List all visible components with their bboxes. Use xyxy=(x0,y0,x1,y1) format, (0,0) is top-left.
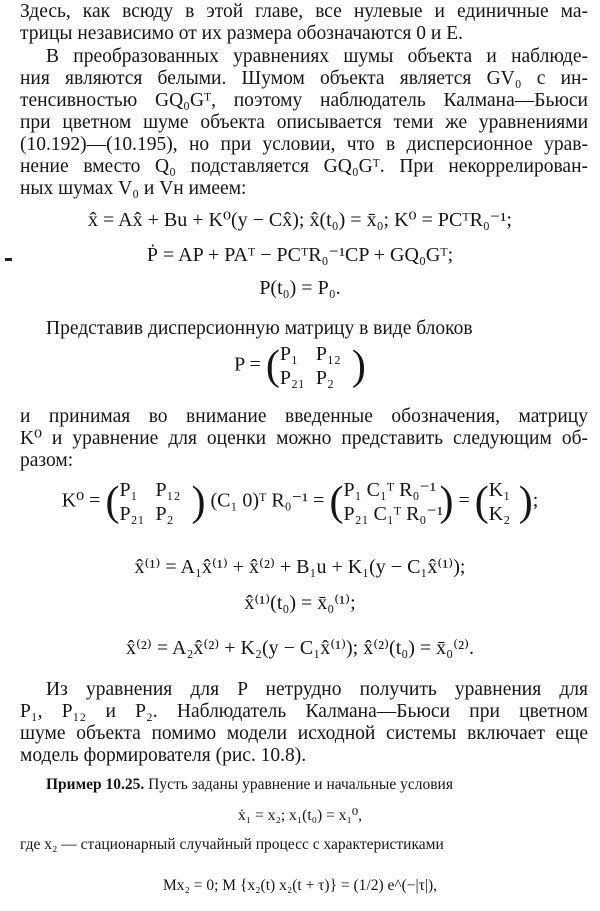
text-line: и принимая во внимание введенные обозначения, матрицу xyxy=(20,406,588,427)
matrix-body xyxy=(489,478,519,526)
matrix-lhs: P = xyxy=(234,353,261,376)
gain-tail: ; xyxy=(532,489,539,512)
text-line: ния являются белыми. Шумом объекта является GV₀ с ин- xyxy=(20,68,588,89)
matrix-cell: P₂₁ xyxy=(119,503,145,525)
matrix-cell: P₂₁ xyxy=(279,367,305,389)
text-line: P₁, P₁₂ и P₂. Наблюдатель Калмана—Бьюси при цветном xyxy=(20,701,588,722)
equation-observer: x̂ = Ax̂ + Bu + K⁰(y − Cx̂); x̂(t₀) = x̄₀; K⁰ = PCᵀR₀⁻¹; xyxy=(87,209,512,231)
left-paren: ( xyxy=(474,479,489,525)
right-paren: ) xyxy=(351,343,366,389)
matrix-body xyxy=(119,478,191,526)
equation-riccati: Ṗ = AP + PAᵀ − PCᵀR₀⁻¹CP + GQ₀Gᵀ; xyxy=(146,244,454,266)
equation-estimate-2: x̂⁽²⁾ = A₂x̂⁽²⁾ + K₂(y − C₁x̂⁽¹⁾); x̂⁽²⁾(t₀) = x̄₀⁽²⁾. xyxy=(126,637,474,659)
matrix-cell: K₂ xyxy=(488,503,511,525)
text-line: тенсивностью GQ₀Gᵀ, поэтому наблюдатель Калмана—Бьюси xyxy=(20,90,588,111)
text-line: Из уравнения для P нетрудно получить уравнения для xyxy=(46,679,588,700)
right-paren: ) xyxy=(191,479,206,525)
matrix-cell: P₂ xyxy=(315,367,334,389)
left-paren: ( xyxy=(265,343,280,389)
matrix-cell: P₂ xyxy=(155,503,174,525)
gain-lhs: K⁰ = xyxy=(61,489,101,512)
text-line: модель формирователя (рис. 10.8). xyxy=(20,745,307,766)
example-heading xyxy=(46,774,588,797)
block-matrix-p xyxy=(0,342,600,390)
matrix-cell: P₁ xyxy=(119,479,138,501)
matrix-body xyxy=(280,342,352,390)
text-line: разом: xyxy=(20,450,74,471)
left-paren: ( xyxy=(329,479,344,525)
text-line: шуме объекта помимо модели исходной системы включает еще xyxy=(20,723,588,744)
text-line: нение вместо Q₀ подставляется GQ₀Gᵀ. При некоррелирован- xyxy=(20,156,588,177)
equation-estimate-1: x̂⁽¹⁾ = A₁x̂⁽¹⁾ + x̂⁽²⁾ + B₁u + K₁(y − C₁x̂⁽¹⁾); xyxy=(134,556,466,578)
text-line: (10.192)—(10.195), но при условии, что в дисперсионное урав- xyxy=(20,134,588,155)
example-equation-2: Mx₂ = 0; M {x₂(t) x₂(t + τ)} = (1/2) e^(−|τ|), xyxy=(162,877,438,894)
equation-initial-p: P(t₀) = P₀. xyxy=(259,277,341,299)
matrix-body xyxy=(343,478,443,526)
text-line: ных шумах V₀ и Vн имеем: xyxy=(20,178,247,199)
text-line: трицы независимо от их размера обозначаются 0 и E. xyxy=(20,23,463,44)
matrix-cell: P₁ xyxy=(279,343,298,365)
text-line: при цветном шуме объекта описывается теми же уравнениями xyxy=(20,112,588,133)
gain-middle: (C₁ 0)ᵀ R₀⁻¹ = xyxy=(210,489,325,512)
text-line: Представив дисперсионную матрицу в виде блоков xyxy=(46,318,473,339)
example-where: где x₂ — стационарный случайный процесс с характеристиками xyxy=(20,836,444,853)
gain-equals: = xyxy=(458,489,470,512)
matrix-cell: P₁ C₁ᵀ R₀⁻¹ xyxy=(343,479,436,501)
example-text: Пусть заданы уравнение и начальные условия xyxy=(148,776,453,793)
matrix-cell: P₂₁ C₁ᵀ R₀⁻¹ xyxy=(343,503,443,525)
text-line: В преобразованных уравнениях шумы объекта и наблюде- xyxy=(46,46,588,67)
matrix-cell: K₁ xyxy=(488,479,511,501)
right-paren: ) xyxy=(518,479,533,525)
matrix-cell: P₁₂ xyxy=(315,343,341,365)
text-line: K⁰ и уравнение для оценки можно представить следующим об- xyxy=(20,428,588,449)
example-label: Пример 10.25. xyxy=(46,776,145,793)
equation-estimate-1-initial: x̂⁽¹⁾(t₀) = x̄₀⁽¹⁾; xyxy=(244,592,356,614)
matrix-cell: P₁₂ xyxy=(155,479,181,501)
equation-gain-matrix xyxy=(0,478,600,526)
text-line: Здесь, как всюду в этой главе, все нулевые и единичные ма- xyxy=(20,1,588,22)
example-equation: ẋ₁ = x₂; x₁(t₀) = x₁⁰, xyxy=(238,807,362,824)
left-paren: ( xyxy=(105,479,120,525)
right-paren: ) xyxy=(439,479,454,525)
